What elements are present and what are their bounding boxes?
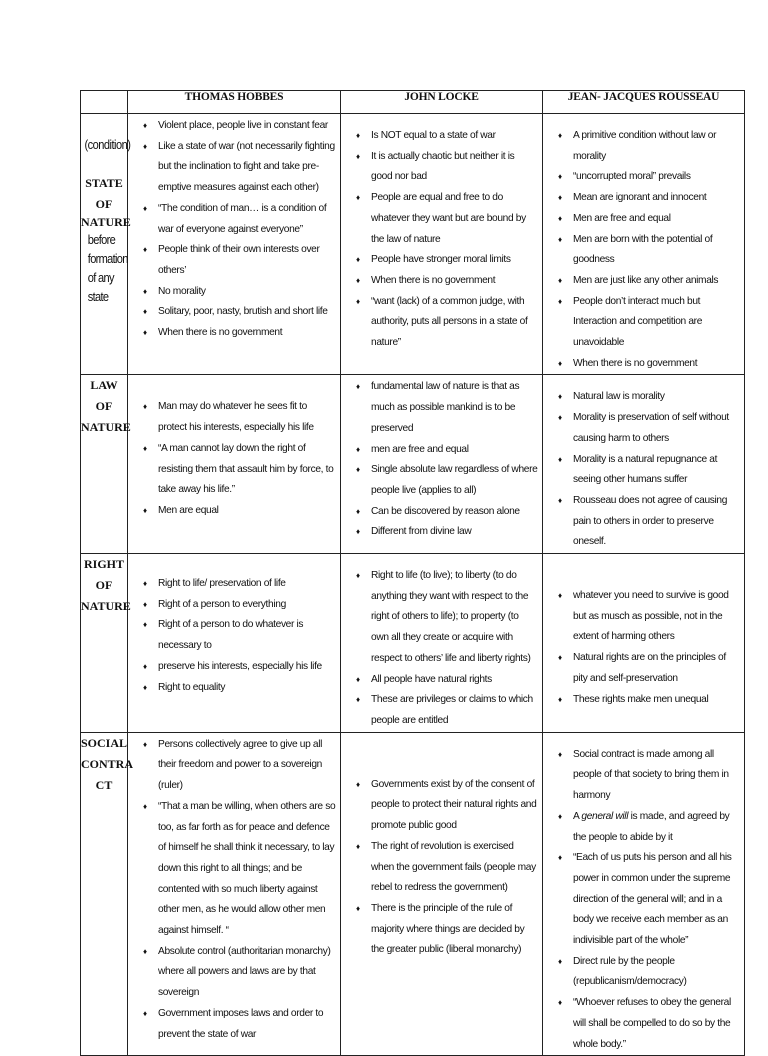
- list-item: ♦ No morality: [128, 282, 340, 303]
- row-header-sub-line: of any: [87, 270, 114, 285]
- list-item: ♦ “want (lack) of a common judge, with authority, puts all persons in a state of nature”: [341, 292, 542, 354]
- bullet-list: [341, 126, 542, 354]
- list-item: ♦ The right of revolution is exercised when the government fails (people may rebel to redress the government): [341, 837, 542, 899]
- list-item: ♦ Government imposes laws and order to prevent the state of war: [128, 1004, 340, 1045]
- list-item: ♦ “Each of us puts his person and all his power in common under the supreme direction of the general will; and in a body we receive each member as an indivisible part of the whole”: [543, 848, 744, 952]
- row-header-sub-line: formation: [87, 251, 128, 266]
- bullet-list: [128, 397, 340, 521]
- row-header-line: NATURE: [81, 215, 131, 229]
- list-item: ♦ Men are equal: [128, 501, 340, 522]
- list-item: ♦ Is NOT equal to a state of war: [341, 126, 542, 147]
- list-item: ♦ Men are just like any other animals: [543, 271, 744, 292]
- column-header-locke: JOHN LOCKE: [341, 91, 543, 114]
- list-item: ♦ “Whoever refuses to obey the general will shall be compelled to do so by the whole body.”: [543, 993, 744, 1055]
- list-item: ♦ Natural law is morality: [543, 387, 744, 408]
- row-state-of-nature: [81, 114, 745, 375]
- list-item: ♦ Can be discovered by reason alone: [341, 502, 542, 523]
- list-item: ♦ whatever you need to survive is good but as musch as possible, not in the extent of harming others: [543, 586, 744, 648]
- list-item: ♦ It is actually chaotic but neither it is good nor bad: [341, 147, 542, 188]
- list-item: ♦ Morality is preservation of self without causing harm to others: [543, 408, 744, 449]
- cell-hobbes-right-of-nature: [128, 554, 341, 733]
- list-item: ♦ Men are born with the potential of goodness: [543, 230, 744, 271]
- cell-hobbes-state-of-nature: [128, 114, 341, 375]
- list-item: ♦ Single absolute law regardless of where people live (applies to all): [341, 460, 542, 501]
- list-item: ♦ preserve his interests, especially his life: [128, 657, 340, 678]
- list-item: ♦ Rousseau does not agree of causing pain to others in order to preserve oneself.: [543, 491, 744, 553]
- corner-cell: [81, 91, 128, 114]
- comparison-document: [80, 90, 744, 1056]
- cell-hobbes-law-of-nature: [128, 375, 341, 554]
- list-item: ♦ Governments exist by of the consent of people to protect their natural rights and promote public good: [341, 775, 542, 837]
- list-item: ♦ “The condition of man… is a condition of war of everyone against everyone”: [128, 199, 340, 240]
- bullet-list: [543, 586, 744, 710]
- list-item: ♦ These rights make men unequal: [543, 690, 744, 711]
- list-item: ♦ These are privileges or claims to which people are entitled: [341, 690, 542, 731]
- row-header-line: RIGHT: [83, 557, 124, 572]
- list-item: ♦ Direct rule by the people (republicanism/democracy): [543, 952, 744, 993]
- list-item: ♦ People are equal and free to do whatever they want but are bound by the law of nature: [341, 188, 542, 250]
- row-law-of-nature: [81, 375, 745, 554]
- list-item: ♦ Man may do whatever he sees fit to protect his interests, especially his life: [128, 397, 340, 438]
- list-item: ♦ Right of a person to do whatever is necessary to: [128, 615, 340, 656]
- list-item: ♦ Social contract is made among all people of that society to bring them in harmony: [543, 745, 744, 807]
- row-header-line: NATURE: [81, 420, 131, 435]
- cell-locke-social-contract: [341, 732, 543, 1056]
- bullet-list: [128, 574, 340, 698]
- bullet-list: [543, 126, 744, 374]
- list-item: ♦ A general will is made, and agreed by the people to abide by it: [543, 807, 744, 848]
- comparison-table: [80, 90, 745, 1056]
- row-header-note: (condition): [84, 137, 131, 152]
- bullet-list: [543, 745, 744, 1056]
- list-item: ♦ All people have natural rights: [341, 670, 542, 691]
- list-item: ♦ When there is no government: [128, 323, 340, 344]
- list-item: ♦ Persons collectively agree to give up all their freedom and power to a sovereign (ruler): [128, 735, 340, 797]
- list-item: ♦ men are free and equal: [341, 440, 542, 461]
- row-header-line: NATURE: [81, 599, 131, 614]
- column-header-rousseau: JEAN- JACQUES ROUSSEAU: [543, 91, 745, 114]
- cell-rousseau-state-of-nature: [543, 114, 745, 375]
- row-header-line: SOCIAL: [81, 735, 128, 750]
- list-item: ♦ When there is no government: [543, 354, 744, 375]
- list-item: ♦ Right to life (to live); to liberty (to do anything they want with respect to the right of others to life); to property (to own all they create or acquire with respect to others’ life and liberty rights): [341, 566, 542, 670]
- row-header-right-of-nature: [81, 554, 131, 733]
- list-item: ♦ A primitive condition without law or morality: [543, 126, 744, 167]
- cell-hobbes-social-contract: [128, 732, 341, 1056]
- bullet-list: [341, 377, 542, 543]
- row-header-line: CT: [95, 777, 113, 792]
- row-header-line: OF: [95, 197, 113, 211]
- cell-locke-state-of-nature: [341, 114, 543, 375]
- cell-rousseau-right-of-nature: [543, 554, 745, 733]
- row-header-line: LAW OF: [90, 378, 118, 414]
- bullet-list: [341, 566, 542, 732]
- header-row: [81, 91, 745, 114]
- list-item: ♦ There is the principle of the rule of majority where things are decided by the greater public (liberal monarchy): [341, 899, 542, 961]
- list-item: ♦ People think of their own interests over others’: [128, 240, 340, 281]
- bullet-list: [341, 775, 542, 961]
- list-item: ♦ Natural rights are on the principles of pity and self-preservation: [543, 648, 744, 689]
- row-social-contract: [81, 732, 745, 1056]
- list-item: ♦ “uncorrupted moral” prevails: [543, 167, 744, 188]
- list-item: ♦ Mean are ignorant and innocent: [543, 188, 744, 209]
- row-header-line: CONTRA: [81, 756, 134, 771]
- list-item: ♦ Solitary, poor, nasty, brutish and short life: [128, 302, 340, 323]
- bullet-list: [128, 735, 340, 1046]
- list-item: ♦ Like a state of war (not necessarily fighting but the inclination to fight and take pre-emptive measures against each other): [128, 137, 340, 199]
- row-right-of-nature: [81, 554, 745, 733]
- list-item: ♦ Right of a person to everything: [128, 595, 340, 616]
- list-item: ♦ Absolute control (authoritarian monarchy) where all powers and laws are by that sovereign: [128, 942, 340, 1004]
- cell-rousseau-law-of-nature: [543, 375, 745, 554]
- list-item: ♦ Right to equality: [128, 678, 340, 699]
- list-item: ♦ Men are free and equal: [543, 209, 744, 230]
- column-header-hobbes: THOMAS HOBBES: [128, 91, 341, 114]
- row-header-sub-line: state: [87, 289, 109, 304]
- row-header-law-of-nature: [81, 375, 131, 554]
- list-item: ♦ “A man cannot lay down the right of resisting them that assault him by force, to take away his life.”: [128, 439, 340, 501]
- list-item: ♦ Morality is a natural repugnance at seeing other humans suffer: [543, 450, 744, 491]
- bullet-list: [543, 387, 744, 553]
- row-header-line: OF: [95, 578, 113, 593]
- list-item: ♦ “That a man be willing, when others are so too, as far forth as for peace and defence of himself he shall think it necessary, to lay down this right to all things; and be contented with so much liberty against other men, as he would allow other men against himself. “: [128, 797, 340, 942]
- cell-locke-right-of-nature: [341, 554, 543, 733]
- list-item: ♦ fundamental law of nature is that as much as possible mankind is to be preserved: [341, 377, 542, 439]
- list-item: ♦ People have stronger moral limits: [341, 250, 542, 271]
- list-item: ♦ Right to life/ preservation of life: [128, 574, 340, 595]
- list-item: ♦ Violent place, people live in constant fear: [128, 116, 340, 137]
- cell-locke-law-of-nature: [341, 375, 543, 554]
- row-header-line: STATE: [85, 176, 123, 190]
- list-item: ♦ When there is no government: [341, 271, 542, 292]
- row-header-sub-line: before: [87, 232, 116, 247]
- cell-rousseau-social-contract: [543, 732, 745, 1056]
- list-item: ♦ People don’t interact much but Interaction and competition are unavoidable: [543, 292, 744, 354]
- bullet-list: [128, 116, 340, 344]
- row-header-social-contract: [81, 732, 134, 1056]
- row-header-state-of-nature: [81, 114, 131, 375]
- list-item: ♦ Different from divine law: [341, 522, 542, 543]
